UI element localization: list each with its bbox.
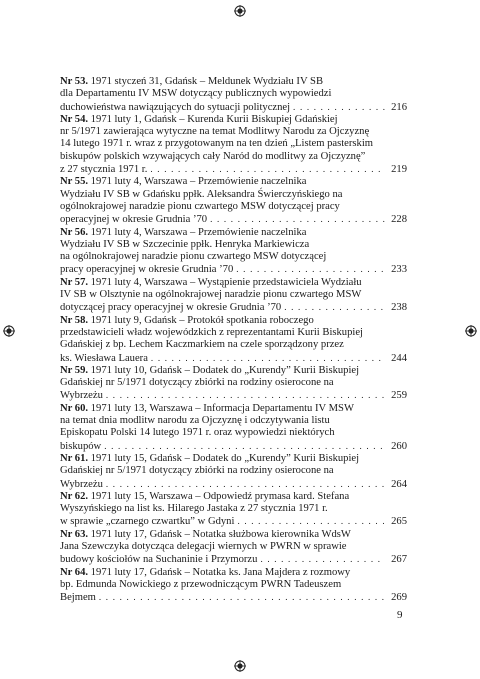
- toc-entry-line: [60, 567, 407, 579]
- toc-entry-line: [60, 88, 407, 100]
- toc-entry-line: [60, 339, 407, 351]
- toc-entry: [60, 277, 407, 315]
- toc-entry-page: 259: [391, 390, 407, 402]
- toc-entry-text: 1971 luty 17, Gdańsk – Notatka służbowa kierownika WdsW: [90, 528, 351, 540]
- toc-entry: [60, 491, 407, 529]
- toc-entry-text: dotyczącej pracy operacyjnej w okresie Grudnia ’70: [60, 302, 282, 314]
- toc-entry-line: [60, 289, 407, 301]
- toc-entry-page: 267: [391, 554, 407, 566]
- toc-entry: [60, 315, 407, 365]
- toc-entry: [60, 403, 407, 453]
- toc-entry-line: [60, 440, 407, 453]
- toc-entry-number: Nr 53.: [60, 76, 89, 87]
- toc-leader-dots: [106, 389, 385, 401]
- toc-entry-number: Nr 54.: [60, 113, 89, 125]
- toc-entry-text: na ogólnokrajowej naradzie pionu czwartego MSW dotyczącej: [60, 251, 327, 263]
- toc-entry-line: [60, 453, 407, 465]
- toc-entry-line: [60, 579, 407, 591]
- toc-entry-line: [60, 352, 407, 365]
- toc-entry-page: 238: [391, 302, 407, 314]
- toc-entry-page: 264: [391, 478, 407, 490]
- toc-entry-number: Nr 58.: [60, 314, 89, 326]
- toc-entry: [60, 176, 407, 226]
- toc-entry-text: Wydziału IV SB w Gdańsku ppłk. Aleksandra Świerczyńskiego na: [60, 188, 343, 200]
- toc-entry-text: IV SB w Olsztynie na ogólnokrajowej naradzie pionu czwartego MSW: [60, 289, 362, 301]
- toc-entry: [60, 529, 407, 567]
- toc-entry-text: 1971 styczeń 31, Gdańsk – Meldunek Wydziału IV SB: [90, 76, 324, 87]
- toc-entry-text: Wybrzeżu: [60, 478, 103, 490]
- toc-entry-text: Wyszyńskiego na list ks. Hilarego Jastaka z 27 stycznia 1971 r.: [60, 503, 328, 515]
- toc-leader-dots: [210, 213, 385, 225]
- toc-entry-text: budowy kościołów na Suchaninie i Przymorzu: [60, 554, 258, 566]
- toc-entry-line: [60, 591, 407, 604]
- toc-entry-line: [60, 541, 407, 553]
- toc-entry-text: przedstawicieli władz wojewódzkich z reprezentantami Kurii Biskupiej: [60, 326, 363, 338]
- toc-entry-line: [60, 503, 407, 515]
- toc-entry-text: 1971 luty 10, Gdańsk – Dodatek do „Kurendy” Kurii Biskupiej: [90, 364, 360, 376]
- toc-entry-text: biskupów: [60, 440, 102, 452]
- toc-entry-text: Episkopatu Polski 14 lutego 1971 r. oraz wypowiedzi niektórych: [60, 427, 335, 439]
- toc-entry-line: [60, 227, 407, 239]
- toc-entry-line: [60, 403, 407, 415]
- table-of-contents: [60, 76, 407, 604]
- toc-entry-number: Nr 62.: [60, 490, 89, 502]
- toc-entry-page: 219: [391, 164, 407, 176]
- toc-entry-line: [60, 465, 407, 477]
- toc-entry-line: [60, 101, 407, 114]
- toc-entry-page: 269: [391, 592, 407, 604]
- toc-entry-line: [60, 301, 407, 314]
- toc-entry-page: 216: [391, 101, 407, 113]
- toc-entry-number: Nr 59.: [60, 364, 89, 376]
- toc-leader-dots: [104, 440, 385, 452]
- toc-entry-text: dla Departamentu IV MSW dotyczący publicznych wypowiedzi: [60, 88, 332, 100]
- toc-entry-text: ogólnokrajowej naradzie pionu czwartego MSW dotyczącej pracy: [60, 200, 340, 212]
- toc-entry-text: Gdańskiej nr 5/1971 dotyczący zbiórki na rodziny osierocone na: [60, 377, 334, 389]
- toc-leader-dots: [106, 478, 385, 490]
- toc-entry-number: Nr 56.: [60, 226, 89, 238]
- toc-entry-line: [60, 189, 407, 201]
- toc-entry: [60, 567, 407, 605]
- toc-entry-number: Nr 63.: [60, 528, 89, 540]
- toc-entry-page: 265: [391, 516, 407, 528]
- page-number: 9: [397, 609, 403, 621]
- toc-entry-text: Wydziału IV SB w Szczecinie ppłk. Henryka Markiewicza: [60, 238, 310, 250]
- toc-entry-line: [60, 365, 407, 377]
- toc-entry-line: [60, 389, 407, 402]
- toc-entry-text: 1971 luty 4, Warszawa – Przemówienie naczelnika: [90, 226, 307, 238]
- toc-entry-text: Wybrzeżu: [60, 390, 103, 402]
- registration-mark-bottom-icon: [234, 660, 246, 672]
- toc-entry-line: [60, 126, 407, 138]
- toc-entry-text: 1971 luty 13, Warszawa – Informacja Departamentu IV MSW: [90, 402, 354, 414]
- toc-entry-line: [60, 114, 407, 126]
- toc-entry-text: pracy operacyjnej w okresie Grudnia ’70: [60, 264, 234, 276]
- toc-entry-line: [60, 176, 407, 188]
- toc-entry-text: 1971 luty 4, Warszawa – Przemówienie naczelnika: [90, 176, 307, 188]
- toc-entry: [60, 76, 407, 114]
- toc-leader-dots: [236, 263, 385, 275]
- toc-entry: [60, 114, 407, 176]
- toc-entry-number: Nr 64.: [60, 566, 89, 578]
- toc-entry-line: [60, 76, 407, 88]
- toc-leader-dots: [284, 301, 385, 313]
- toc-entry-text: 1971 luty 1, Gdańsk – Kurenda Kurii Biskupiej Gdańskiej: [90, 113, 338, 125]
- toc-entry-text: Jana Szewczyka dotycząca delegacji wiernych w PWRN w sprawie: [60, 540, 347, 552]
- toc-leader-dots: [150, 163, 385, 175]
- toc-entry: [60, 365, 407, 403]
- toc-entry-text: 1971 luty 15, Warszawa – Odpowiedź prymasa kard. Stefana: [90, 490, 350, 502]
- toc-entry-line: [60, 315, 407, 327]
- toc-entry-line: [60, 377, 407, 389]
- toc-entry-line: [60, 239, 407, 251]
- toc-leader-dots: [151, 352, 385, 364]
- toc-entry-line: [60, 277, 407, 289]
- toc-entry-line: [60, 515, 407, 528]
- toc-leader-dots: [99, 591, 385, 603]
- toc-entry-text: 1971 luty 17, Gdańsk – Notatka ks. Jana Majdera z rozmowy: [90, 566, 351, 578]
- toc-entry-line: [60, 478, 407, 491]
- toc-entry-text: 1971 luty 4, Warszawa – Wystąpienie przedstawiciela Wydziału: [90, 276, 362, 288]
- toc-leader-dots: [237, 515, 385, 527]
- toc-entry-text: w sprawie „czarnego czwartku” w Gdyni: [60, 516, 235, 528]
- toc-leader-dots: [293, 101, 385, 113]
- toc-entry-line: [60, 251, 407, 263]
- toc-entry-page: 244: [391, 352, 407, 364]
- toc-entry-number: Nr 60.: [60, 402, 89, 414]
- toc-entry-text: 14 lutego 1971 r. wraz z przygotowanym na ten dzień „Listem pasterskim: [60, 138, 374, 150]
- toc-entry-text: 1971 luty 15, Gdańsk – Dodatek do „Kurendy” Kurii Biskupiej: [90, 452, 360, 464]
- toc-entry-number: Nr 61.: [60, 452, 89, 464]
- toc-entry-page: 228: [391, 214, 407, 226]
- toc-entry-text: Gdańskiej nr 5/1971 dotyczący zbiórki na rodziny osierocone na: [60, 465, 334, 477]
- toc-leader-dots: [260, 553, 385, 565]
- toc-entry-text: Bejmem: [60, 592, 96, 604]
- registration-mark-right-icon: [465, 325, 477, 337]
- toc-entry-line: [60, 427, 407, 439]
- toc-entry-text: z 27 stycznia 1971 r.: [60, 164, 148, 176]
- toc-entry-text: na temat dnia modlitw narodu za Ojczyznę i odczytywania listu: [60, 415, 330, 427]
- toc-entry-line: [60, 201, 407, 213]
- toc-entry-text: bp. Edmunda Nowickiego z przewodniczącym PWRN Tadeuszem: [60, 578, 342, 590]
- toc-entry: [60, 453, 407, 491]
- toc-entry-text: duchowieństwa nawiązujących do sytuacji politycznej: [60, 101, 291, 113]
- toc-entry-line: [60, 553, 407, 566]
- toc-entry-page: 233: [391, 264, 407, 276]
- toc-entry-line: [60, 327, 407, 339]
- toc-entry-line: [60, 163, 407, 176]
- toc-entry-text: Gdańskiej z bp. Lechem Kaczmarkiem na czele sporządzony przez: [60, 339, 344, 351]
- toc-entry: [60, 227, 407, 277]
- toc-entry-page: 260: [391, 440, 407, 452]
- toc-entry-number: Nr 57.: [60, 276, 89, 288]
- toc-entry-line: [60, 213, 407, 226]
- registration-mark-left-icon: [3, 325, 15, 337]
- toc-entry-line: [60, 491, 407, 503]
- toc-entry-text: ks. Wiesława Lauera: [60, 352, 148, 364]
- toc-entry-line: [60, 151, 407, 163]
- toc-entry-line: [60, 529, 407, 541]
- toc-entry-line: [60, 415, 407, 427]
- toc-entry-line: [60, 263, 407, 276]
- registration-mark-top-icon: [234, 5, 246, 17]
- toc-entry-text: biskupów polskich wzywających cały Naród do modlitwy za Ojczyznę”: [60, 150, 366, 162]
- toc-entry-line: [60, 138, 407, 150]
- toc-entry-text: nr 5/1971 zawierająca wytyczne na temat Modlitwy Narodu za Ojczyznę: [60, 126, 370, 138]
- toc-entry-text: 1971 luty 9, Gdańsk – Protokół spotkania roboczego: [90, 314, 314, 326]
- toc-entry-text: operacyjnej w okresie Grudnia ’70: [60, 214, 208, 226]
- toc-entry-number: Nr 55.: [60, 176, 89, 188]
